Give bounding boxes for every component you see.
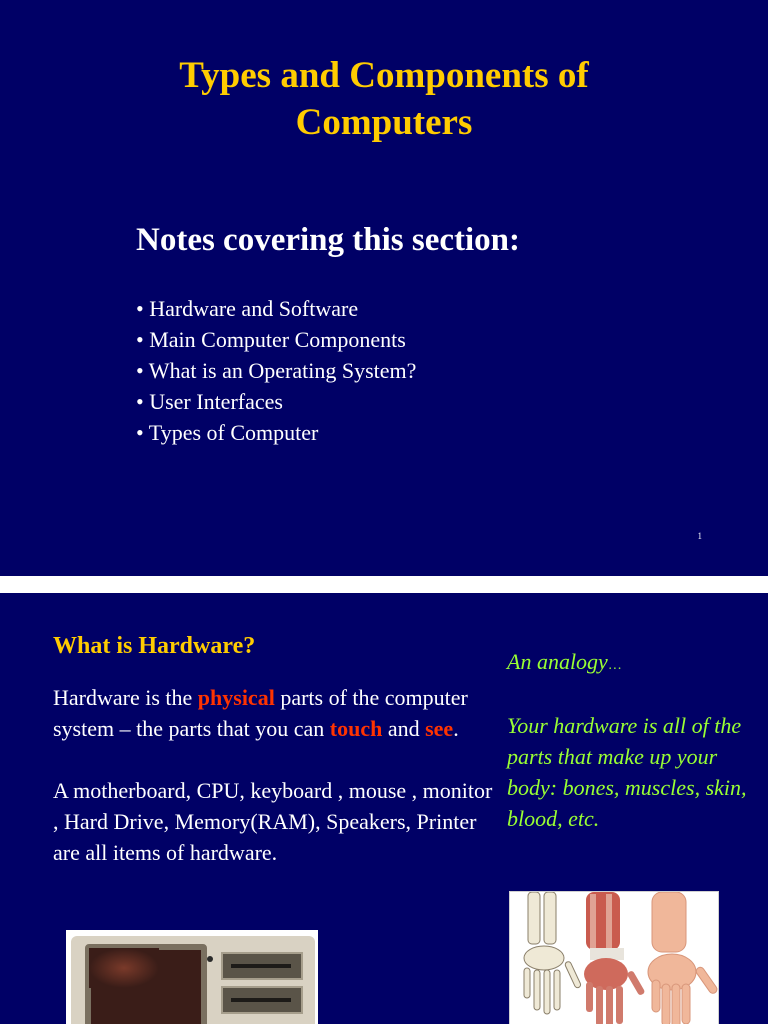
screen-glow-shape	[89, 948, 159, 988]
hardware-examples: A motherboard, CPU, keyboard , mouse , monitor , Hard Drive, Memory(RAM), Speakers, Printer are all items of hardware.	[53, 778, 493, 865]
topics-list	[136, 293, 416, 448]
definition-text: Hardware is the	[53, 685, 198, 710]
list-item: • Types of Computer	[136, 420, 319, 445]
analogy-intro	[507, 646, 757, 681]
notes-heading: Notes covering this section:	[136, 222, 521, 258]
definition-text: .	[453, 716, 459, 741]
title-line-1: Types and Components of	[179, 55, 589, 96]
floppy-drive-shape	[221, 952, 303, 980]
computer-photo	[66, 930, 318, 1024]
skin-hand-drawing	[648, 892, 718, 1024]
anatomy-hands-photo	[509, 891, 719, 1024]
floppy-drive-shape	[221, 986, 303, 1014]
power-knob-shape	[207, 956, 213, 962]
skeleton-hand-drawing	[524, 892, 582, 1014]
slide-hardware	[0, 593, 768, 1024]
slide-title-heading	[0, 52, 768, 146]
list-item: • Hardware and Software	[136, 296, 359, 321]
analogy-box	[507, 646, 757, 834]
hardware-description	[53, 682, 503, 868]
title-line-2: Computers	[295, 102, 473, 143]
highlight-physical: physical	[197, 685, 275, 710]
anatomy-hands-illustration	[510, 892, 718, 1024]
hardware-definition	[53, 682, 503, 744]
list-item: • What is an Operating System?	[136, 358, 417, 383]
slide-divider	[0, 576, 768, 593]
definition-text: parts of the computer system – the parts that you can	[53, 685, 468, 741]
hardware-heading: What is Hardware?	[53, 633, 256, 659]
highlight-see: see	[425, 716, 454, 741]
muscle-hand-drawing	[584, 892, 645, 1024]
analogy-ellipsis: …	[607, 658, 622, 673]
list-item: • Main Computer Components	[136, 327, 406, 352]
page-number: 1	[697, 531, 702, 541]
list-item: • User Interfaces	[136, 389, 283, 414]
analogy-intro-text: An analogy	[507, 649, 608, 674]
definition-text: and	[382, 716, 426, 741]
highlight-touch: touch	[329, 716, 383, 741]
analogy-body: Your hardware is all of the parts that make up your body: bones, muscles, skin, blood, etc.	[507, 713, 747, 831]
computer-case-shape	[71, 936, 315, 1024]
